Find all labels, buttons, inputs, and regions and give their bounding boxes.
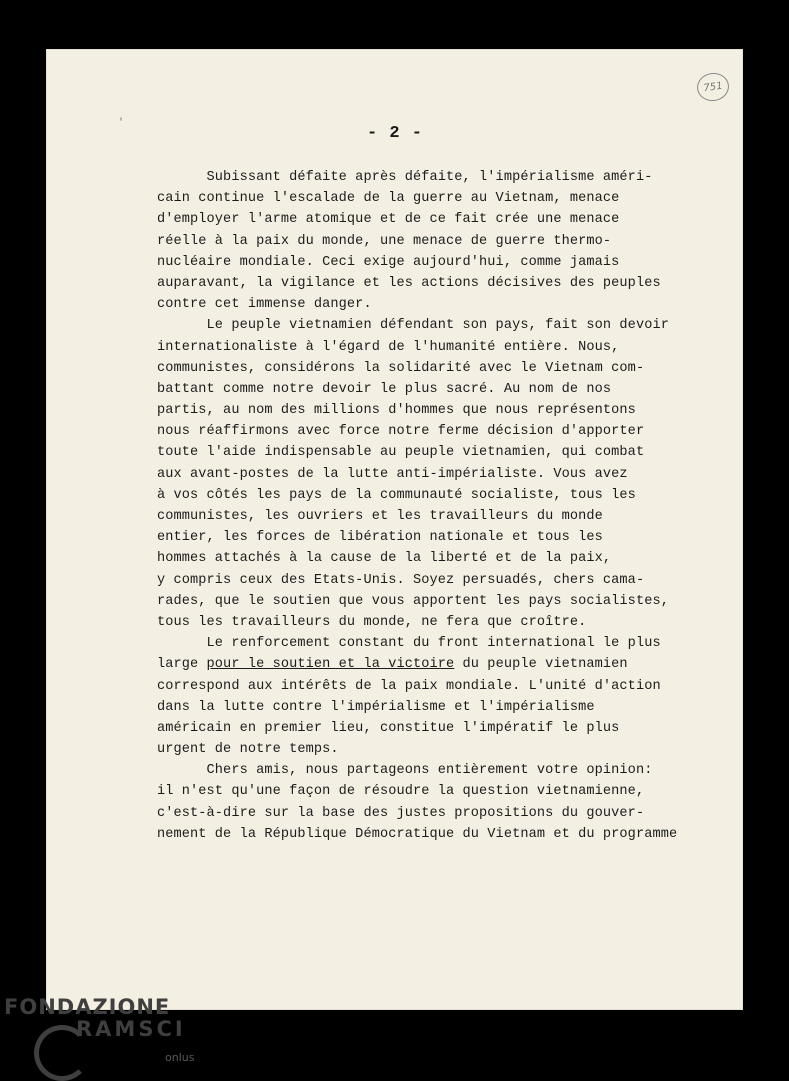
text-line: contre cet immense danger. xyxy=(157,297,372,313)
text-line: c'est-à-dire sur la base des justes propositions du gouver- xyxy=(157,805,645,821)
watermark-onlus: onlus xyxy=(165,1051,195,1064)
text-line: Chers amis, nous partageons entièrement votre opinion: xyxy=(157,763,653,779)
text-line: Subissant défaite après défaite, l'impérialisme améri- xyxy=(157,170,653,185)
text-line: aux avant-postes de la lutte anti-impérialiste. Vous avez xyxy=(157,466,628,482)
text-line: nement de la République Démocratique du Vietnam et du programme xyxy=(157,826,678,842)
text-line: américain en premier lieu, constitue l'impératif le plus xyxy=(157,720,620,736)
watermark-line1: FONDAZIONE xyxy=(4,995,171,1019)
text-line: battant comme notre devoir le plus sacré. Au nom de nos xyxy=(157,381,612,397)
text-line: d'employer l'arme atomique et de ce fait crée une menace xyxy=(157,212,620,228)
text-line: à vos côtés les pays de la communauté socialiste, tous les xyxy=(157,487,636,503)
watermark-line2: RAMSCI xyxy=(76,1017,186,1041)
text-line: rades, que le soutien que vous apportent les pays socialistes, xyxy=(157,593,669,609)
text-line: correspond aux intérêts de la paix mondiale. L'unité d'action xyxy=(157,678,661,694)
text-line: internationaliste à l'égard de l'humanité entière. Nous, xyxy=(157,339,620,355)
text-line: auparavant, la vigilance et les actions décisives des peuples xyxy=(157,275,661,291)
text-line: communistes, les ouvriers et les travailleurs du monde xyxy=(157,509,603,524)
archive-stamp: 751 xyxy=(695,71,731,103)
text-line: communistes, considérons la solidarité avec le Vietnam com- xyxy=(157,360,645,376)
fondazione-gramsci-watermark xyxy=(4,995,195,1064)
text-line: Le peuple vietnamien défendant son pays, fait son devoir xyxy=(157,318,669,334)
text-line: hommes attachés à la cause de la liberté et de la paix, xyxy=(157,551,612,567)
text-line: large pour le soutien et la victoire du peuple vietnamien xyxy=(157,657,628,673)
page-number: - 2 - xyxy=(366,124,423,143)
margin-mark: ' xyxy=(118,118,125,129)
text-line: cain continue l'escalade de la guerre au Vietnam, menace xyxy=(157,191,620,207)
body-text xyxy=(157,167,717,845)
text-line: tous les travailleurs du monde, ne fera que croître. xyxy=(157,614,587,630)
text-line: il n'est qu'une façon de résoudre la question vietnamienne, xyxy=(157,784,645,800)
text-line: nucléaire mondiale. Ceci exige aujourd'hui, comme jamais xyxy=(157,254,620,270)
text-line: nous réaffirmons avec force notre ferme décision d'apporter xyxy=(157,424,645,440)
gramsci-logo-icon xyxy=(34,1025,90,1081)
text-line: urgent de notre temps. xyxy=(157,742,339,758)
text-line: entier, les forces de libération nationale et tous les xyxy=(157,530,603,546)
text-line: dans la lutte contre l'impérialisme et l'impérialisme xyxy=(157,699,595,715)
text-line: réelle à la paix du monde, une menace de guerre thermo- xyxy=(157,233,612,249)
text-line: partis, au nom des millions d'hommes que nous représentons xyxy=(157,403,636,419)
text-line: y compris ceux des Etats-Unis. Soyez persuadés, chers cama- xyxy=(157,572,645,588)
text-line: toute l'aide indispensable au peuple vietnamien, qui combat xyxy=(157,445,645,461)
text-line: Le renforcement constant du front international le plus xyxy=(157,636,661,652)
